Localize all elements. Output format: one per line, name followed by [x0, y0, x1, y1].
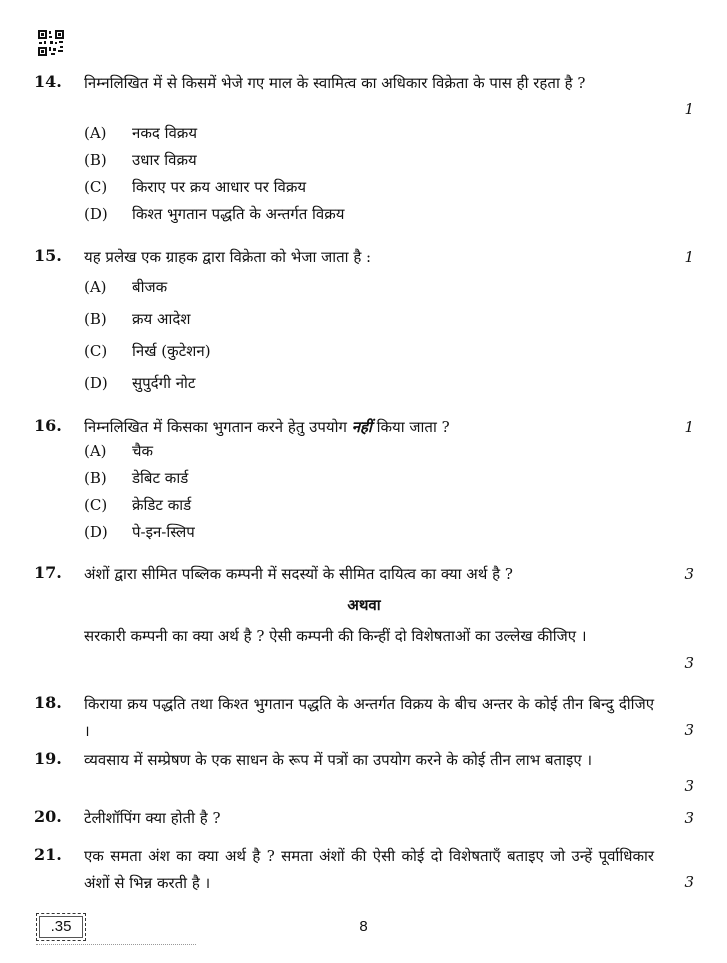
question-text: किराया क्रय पद्धति तथा किश्त भुगतान पद्धति के अन्तर्गत विक्रय के बीच अन्तर के कोई तीन बिन्दु दीजिए । — [84, 695, 654, 740]
question-text: टेलीशॉपिंग क्या होती है ? — [84, 809, 221, 827]
option-d: (D) पे-इन-स्लिप — [84, 523, 195, 541]
question-number: 17. — [34, 563, 62, 582]
question-text: यह प्रलेख एक ग्राहक द्वारा विक्रेता को भेजा जाता है : — [84, 248, 372, 266]
question-number: 21. — [34, 845, 62, 864]
question-text: व्यवसाय में सम्प्रेषण के एक साधन के रूप में पत्रों का उपयोग करने के कोई तीन लाभ बताइए । — [84, 751, 593, 769]
question-text: एक समता अंश का क्या अर्थ है ? समता अंशों की ऐसी कोई दो विशेषताएँ बताइए जो उन्हें पूर्वाधिकार अंशों से भिन्न करती है । — [84, 847, 654, 892]
or-label: अथवा — [347, 596, 381, 614]
option-a: (A) बीजक — [84, 278, 168, 296]
question-number: 16. — [34, 416, 62, 435]
page-number: 8 — [359, 918, 368, 935]
question-number: 18. — [34, 693, 62, 712]
question-number: 14. — [34, 72, 62, 91]
option-d: (D) किश्त भुगतान पद्धति के अन्तर्गत विक्रय — [84, 205, 345, 223]
option-c: (C) किराए पर क्रय आधार पर विक्रय — [84, 178, 307, 196]
question-text: अंशों द्वारा सीमित पब्लिक कम्पनी में सदस्यों के सीमित दायित्व का क्या अर्थ है ? — [84, 565, 513, 583]
qr-code-icon — [38, 30, 64, 56]
question-marks: 3 — [684, 565, 694, 583]
option-a: (A) चैक — [84, 442, 154, 460]
question-marks: 3 — [684, 809, 694, 827]
question-text: निम्नलिखित में से किसमें भेजे गए माल के स्वामित्व का अधिकार विक्रेता के पास ही रहता है ? — [84, 74, 586, 92]
question-marks: 1 — [684, 248, 694, 266]
question-number: 15. — [34, 246, 62, 265]
footer-fineprint — [36, 944, 196, 947]
alternative-question-text: सरकारी कम्पनी का क्या अर्थ है ? ऐसी कम्पनी की किन्हीं दो विशेषताओं का उल्लेख कीजिए । — [84, 627, 587, 645]
option-b: (B) उधार विक्रय — [84, 151, 197, 169]
question-marks: 1 — [684, 418, 694, 436]
alternative-question-marks: 3 — [684, 654, 694, 672]
option-c: (C) क्रेडिट कार्ड — [84, 496, 192, 514]
option-c: (C) निर्ख (कुटेशन) — [84, 342, 211, 360]
option-b: (B) क्रय आदेश — [84, 310, 191, 328]
question-marks: 1 — [684, 100, 694, 118]
option-a: (A) नकद विक्रय — [84, 124, 198, 142]
question-marks: 3 — [684, 777, 694, 795]
question-number: 19. — [34, 749, 62, 768]
question-text: निम्नलिखित में किसका भुगतान करने हेतु उपयोग नहीं किया जाता ? — [84, 418, 450, 436]
paper-code-box: .35 — [36, 913, 86, 941]
option-d: (D) सुपुर्दगी नोट — [84, 374, 196, 392]
emphasis-not: नहीं — [351, 418, 372, 436]
option-b: (B) डेबिट कार्ड — [84, 469, 189, 487]
question-marks: 3 — [684, 873, 694, 891]
question-number: 20. — [34, 807, 62, 826]
question-marks: 3 — [684, 721, 694, 739]
